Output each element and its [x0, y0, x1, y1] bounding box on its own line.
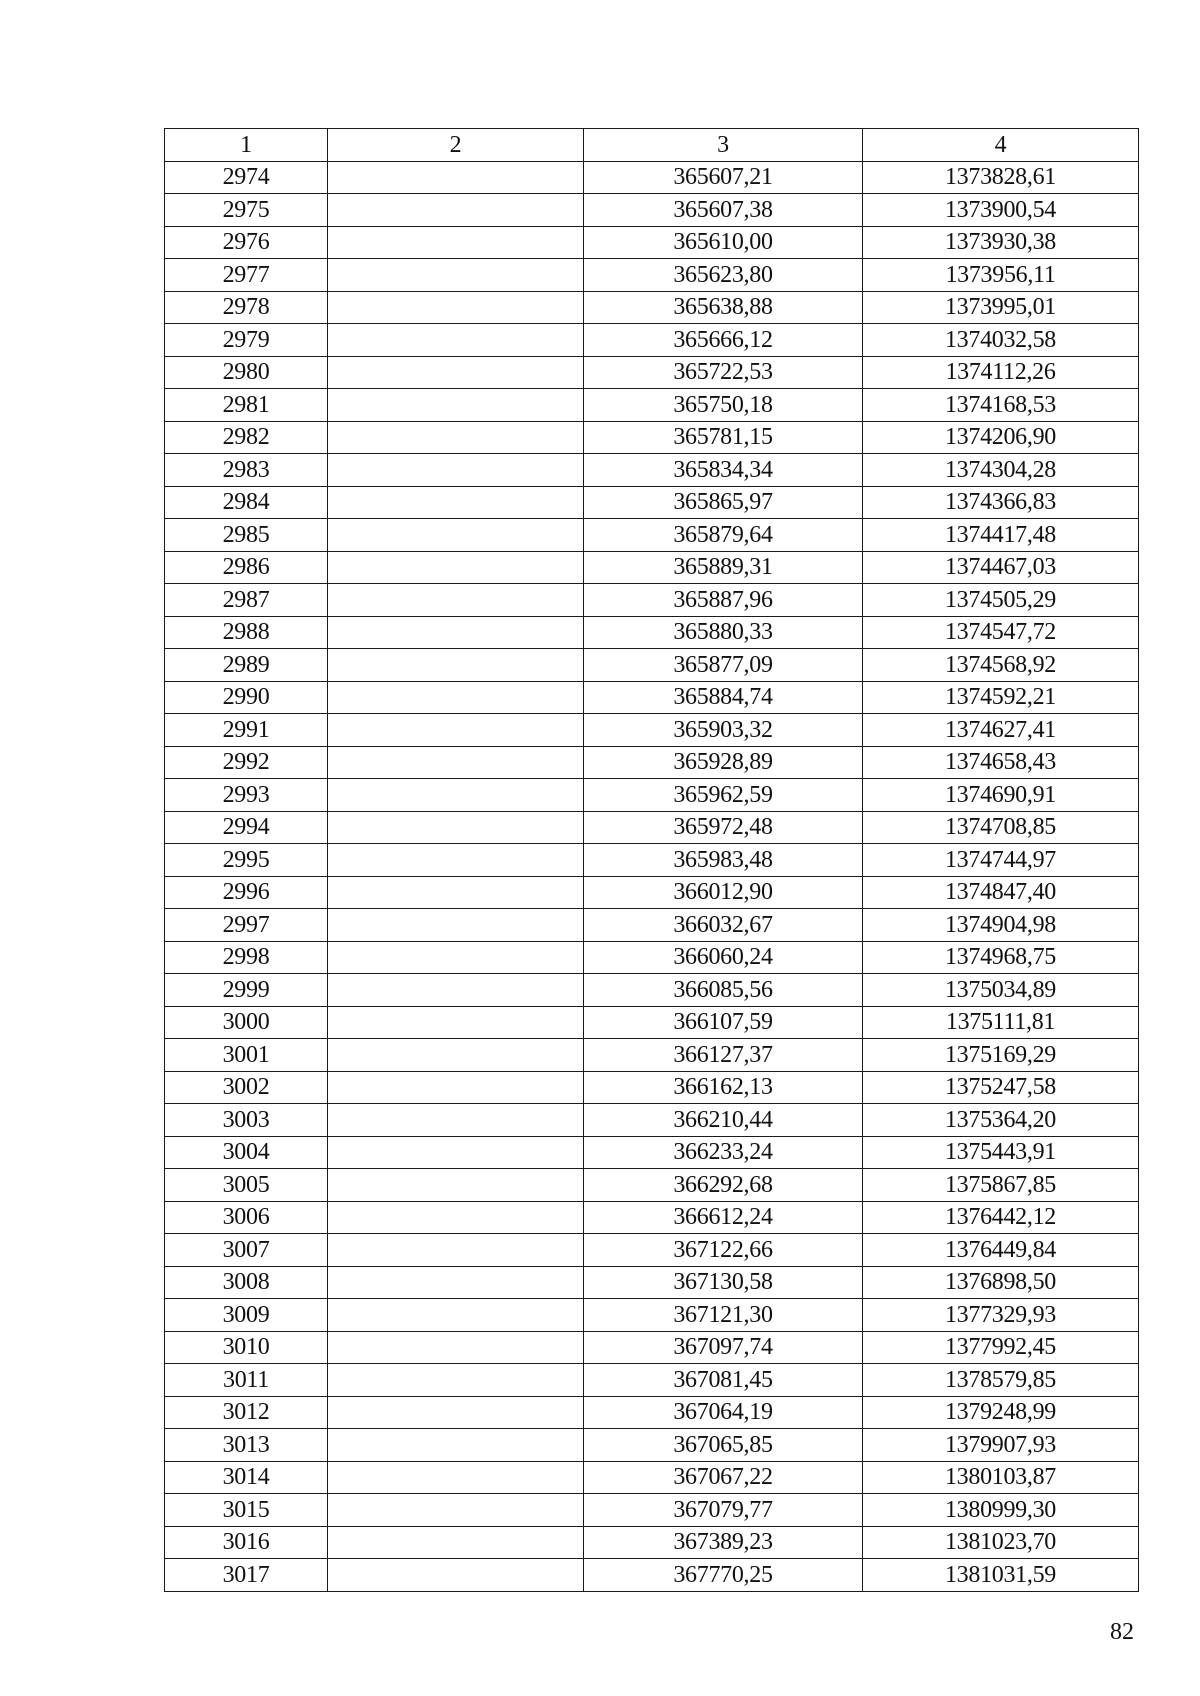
- point-number-cell: 2996: [165, 876, 328, 909]
- x-coordinate-cell: 365962,59: [584, 779, 863, 812]
- description-cell: [328, 1299, 584, 1332]
- header-cell-4: 4: [863, 129, 1139, 162]
- y-coordinate-cell: 1375034,89: [863, 974, 1139, 1007]
- x-coordinate-cell: 367065,85: [584, 1429, 863, 1462]
- y-coordinate-cell: 1375111,81: [863, 1006, 1139, 1039]
- y-coordinate-cell: 1374690,91: [863, 779, 1139, 812]
- y-coordinate-cell: 1374627,41: [863, 714, 1139, 747]
- point-number-cell: 3017: [165, 1559, 328, 1592]
- table-row: [165, 194, 1139, 227]
- point-number-cell: 2998: [165, 941, 328, 974]
- description-cell: [328, 1234, 584, 1267]
- point-number-cell: 3014: [165, 1461, 328, 1494]
- description-cell: [328, 681, 584, 714]
- header-cell-3: 3: [584, 129, 863, 162]
- x-coordinate-cell: 367121,30: [584, 1299, 863, 1332]
- y-coordinate-cell: 1374744,97: [863, 844, 1139, 877]
- y-coordinate-cell: 1374708,85: [863, 811, 1139, 844]
- y-coordinate-cell: 1375867,85: [863, 1169, 1139, 1202]
- table-row: [165, 1006, 1139, 1039]
- table-row: [165, 551, 1139, 584]
- table-row: [165, 1461, 1139, 1494]
- x-coordinate-cell: 365887,96: [584, 584, 863, 617]
- x-coordinate-cell: 367122,66: [584, 1234, 863, 1267]
- point-number-cell: 3011: [165, 1364, 328, 1397]
- table-row: [165, 1136, 1139, 1169]
- table-row: [165, 1364, 1139, 1397]
- table-row: [165, 1201, 1139, 1234]
- x-coordinate-cell: 366032,67: [584, 909, 863, 942]
- y-coordinate-cell: 1374206,90: [863, 421, 1139, 454]
- description-cell: [328, 1331, 584, 1364]
- x-coordinate-cell: 365928,89: [584, 746, 863, 779]
- description-cell: [328, 259, 584, 292]
- point-number-cell: 3008: [165, 1266, 328, 1299]
- point-number-cell: 2981: [165, 389, 328, 422]
- y-coordinate-cell: 1376449,84: [863, 1234, 1139, 1267]
- x-coordinate-cell: 366162,13: [584, 1071, 863, 1104]
- y-coordinate-cell: 1375169,29: [863, 1039, 1139, 1072]
- point-number-cell: 3000: [165, 1006, 328, 1039]
- y-coordinate-cell: 1380999,30: [863, 1494, 1139, 1527]
- description-cell: [328, 486, 584, 519]
- x-coordinate-cell: 365666,12: [584, 324, 863, 357]
- y-coordinate-cell: 1375247,58: [863, 1071, 1139, 1104]
- table-row: [165, 1396, 1139, 1429]
- description-cell: [328, 909, 584, 942]
- point-number-cell: 2999: [165, 974, 328, 1007]
- table-row: [165, 1526, 1139, 1559]
- table-row: [165, 259, 1139, 292]
- coordinates-table: [164, 128, 1139, 1592]
- point-number-cell: 3007: [165, 1234, 328, 1267]
- header-cell-2: 2: [328, 129, 584, 162]
- description-cell: [328, 1039, 584, 1072]
- description-cell: [328, 1169, 584, 1202]
- y-coordinate-cell: 1374547,72: [863, 616, 1139, 649]
- table-header-row: [165, 129, 1139, 162]
- x-coordinate-cell: 366085,56: [584, 974, 863, 1007]
- x-coordinate-cell: 365889,31: [584, 551, 863, 584]
- table-row: [165, 616, 1139, 649]
- description-cell: [328, 1461, 584, 1494]
- description-cell: [328, 1071, 584, 1104]
- description-cell: [328, 389, 584, 422]
- table-row: [165, 876, 1139, 909]
- x-coordinate-cell: 365638,88: [584, 291, 863, 324]
- y-coordinate-cell: 1374904,98: [863, 909, 1139, 942]
- table-row: [165, 1266, 1139, 1299]
- table-row: [165, 454, 1139, 487]
- y-coordinate-cell: 1373995,01: [863, 291, 1139, 324]
- description-cell: [328, 1559, 584, 1592]
- table-row: [165, 519, 1139, 552]
- point-number-cell: 2980: [165, 356, 328, 389]
- y-coordinate-cell: 1377329,93: [863, 1299, 1139, 1332]
- x-coordinate-cell: 365877,09: [584, 649, 863, 682]
- y-coordinate-cell: 1375443,91: [863, 1136, 1139, 1169]
- table-row: [165, 421, 1139, 454]
- page-number: 82: [1110, 1619, 1134, 1645]
- description-cell: [328, 1006, 584, 1039]
- table-row: [165, 1071, 1139, 1104]
- point-number-cell: 2977: [165, 259, 328, 292]
- table-row: [165, 746, 1139, 779]
- point-number-cell: 2994: [165, 811, 328, 844]
- x-coordinate-cell: 365607,38: [584, 194, 863, 227]
- description-cell: [328, 421, 584, 454]
- x-coordinate-cell: 367389,23: [584, 1526, 863, 1559]
- y-coordinate-cell: 1374168,53: [863, 389, 1139, 422]
- x-coordinate-cell: 365903,32: [584, 714, 863, 747]
- y-coordinate-cell: 1374968,75: [863, 941, 1139, 974]
- point-number-cell: 2993: [165, 779, 328, 812]
- description-cell: [328, 324, 584, 357]
- table-row: [165, 1104, 1139, 1137]
- point-number-cell: 3015: [165, 1494, 328, 1527]
- y-coordinate-cell: 1374417,48: [863, 519, 1139, 552]
- point-number-cell: 3006: [165, 1201, 328, 1234]
- description-cell: [328, 194, 584, 227]
- point-number-cell: 3005: [165, 1169, 328, 1202]
- y-coordinate-cell: 1376442,12: [863, 1201, 1139, 1234]
- point-number-cell: 2984: [165, 486, 328, 519]
- point-number-cell: 3003: [165, 1104, 328, 1137]
- x-coordinate-cell: 366060,24: [584, 941, 863, 974]
- y-coordinate-cell: 1373900,54: [863, 194, 1139, 227]
- table-row: [165, 909, 1139, 942]
- description-cell: [328, 1429, 584, 1462]
- y-coordinate-cell: 1374112,26: [863, 356, 1139, 389]
- y-coordinate-cell: 1374847,40: [863, 876, 1139, 909]
- y-coordinate-cell: 1380103,87: [863, 1461, 1139, 1494]
- x-coordinate-cell: 366012,90: [584, 876, 863, 909]
- description-cell: [328, 1526, 584, 1559]
- x-coordinate-cell: 365722,53: [584, 356, 863, 389]
- x-coordinate-cell: 367097,74: [584, 1331, 863, 1364]
- point-number-cell: 3010: [165, 1331, 328, 1364]
- point-number-cell: 2990: [165, 681, 328, 714]
- description-cell: [328, 876, 584, 909]
- description-cell: [328, 649, 584, 682]
- point-number-cell: 2992: [165, 746, 328, 779]
- description-cell: [328, 519, 584, 552]
- point-number-cell: 3009: [165, 1299, 328, 1332]
- x-coordinate-cell: 365983,48: [584, 844, 863, 877]
- table-row: [165, 1494, 1139, 1527]
- description-cell: [328, 226, 584, 259]
- table-row: [165, 1039, 1139, 1072]
- table-row: [165, 779, 1139, 812]
- description-cell: [328, 291, 584, 324]
- x-coordinate-cell: 367079,77: [584, 1494, 863, 1527]
- y-coordinate-cell: 1374505,29: [863, 584, 1139, 617]
- point-number-cell: 2975: [165, 194, 328, 227]
- y-coordinate-cell: 1378579,85: [863, 1364, 1139, 1397]
- table-row: [165, 844, 1139, 877]
- x-coordinate-cell: 366127,37: [584, 1039, 863, 1072]
- table-row: [165, 324, 1139, 357]
- description-cell: [328, 584, 584, 617]
- x-coordinate-cell: 367067,22: [584, 1461, 863, 1494]
- table-row: [165, 681, 1139, 714]
- table-row: [165, 1331, 1139, 1364]
- description-cell: [328, 714, 584, 747]
- table-row: [165, 1299, 1139, 1332]
- point-number-cell: 2986: [165, 551, 328, 584]
- description-cell: [328, 551, 584, 584]
- point-number-cell: 3002: [165, 1071, 328, 1104]
- description-cell: [328, 1494, 584, 1527]
- x-coordinate-cell: 366107,59: [584, 1006, 863, 1039]
- description-cell: [328, 1396, 584, 1429]
- y-coordinate-cell: 1373828,61: [863, 161, 1139, 194]
- table-row: [165, 974, 1139, 1007]
- description-cell: [328, 974, 584, 1007]
- point-number-cell: 2987: [165, 584, 328, 617]
- y-coordinate-cell: 1374592,21: [863, 681, 1139, 714]
- x-coordinate-cell: 366612,24: [584, 1201, 863, 1234]
- x-coordinate-cell: 365750,18: [584, 389, 863, 422]
- description-cell: [328, 1136, 584, 1169]
- y-coordinate-cell: 1379248,99: [863, 1396, 1139, 1429]
- description-cell: [328, 161, 584, 194]
- point-number-cell: 2991: [165, 714, 328, 747]
- description-cell: [328, 1266, 584, 1299]
- table-row: [165, 941, 1139, 974]
- description-cell: [328, 779, 584, 812]
- x-coordinate-cell: 367130,58: [584, 1266, 863, 1299]
- description-cell: [328, 616, 584, 649]
- y-coordinate-cell: 1381031,59: [863, 1559, 1139, 1592]
- table-row: [165, 161, 1139, 194]
- point-number-cell: 2988: [165, 616, 328, 649]
- coordinates-table-body: [165, 129, 1139, 1592]
- description-cell: [328, 811, 584, 844]
- point-number-cell: 2974: [165, 161, 328, 194]
- description-cell: [328, 1364, 584, 1397]
- point-number-cell: 2978: [165, 291, 328, 324]
- point-number-cell: 2995: [165, 844, 328, 877]
- table-row: [165, 1429, 1139, 1462]
- x-coordinate-cell: 365610,00: [584, 226, 863, 259]
- point-number-cell: 3016: [165, 1526, 328, 1559]
- x-coordinate-cell: 366292,68: [584, 1169, 863, 1202]
- point-number-cell: 2976: [165, 226, 328, 259]
- y-coordinate-cell: 1379907,93: [863, 1429, 1139, 1462]
- x-coordinate-cell: 367064,19: [584, 1396, 863, 1429]
- x-coordinate-cell: 367770,25: [584, 1559, 863, 1592]
- point-number-cell: 3004: [165, 1136, 328, 1169]
- x-coordinate-cell: 365623,80: [584, 259, 863, 292]
- x-coordinate-cell: 365880,33: [584, 616, 863, 649]
- table-row: [165, 389, 1139, 422]
- description-cell: [328, 1201, 584, 1234]
- x-coordinate-cell: 365879,64: [584, 519, 863, 552]
- header-cell-1: 1: [165, 129, 328, 162]
- y-coordinate-cell: 1381023,70: [863, 1526, 1139, 1559]
- y-coordinate-cell: 1374568,92: [863, 649, 1139, 682]
- y-coordinate-cell: 1373956,11: [863, 259, 1139, 292]
- y-coordinate-cell: 1377992,45: [863, 1331, 1139, 1364]
- y-coordinate-cell: 1376898,50: [863, 1266, 1139, 1299]
- point-number-cell: 2989: [165, 649, 328, 682]
- x-coordinate-cell: 365972,48: [584, 811, 863, 844]
- description-cell: [328, 1104, 584, 1137]
- table-row: [165, 291, 1139, 324]
- table-row: [165, 486, 1139, 519]
- table-row: [165, 649, 1139, 682]
- point-number-cell: 3013: [165, 1429, 328, 1462]
- point-number-cell: 3001: [165, 1039, 328, 1072]
- description-cell: [328, 356, 584, 389]
- table-row: [165, 1559, 1139, 1592]
- x-coordinate-cell: 366233,24: [584, 1136, 863, 1169]
- x-coordinate-cell: 365834,34: [584, 454, 863, 487]
- point-number-cell: 2983: [165, 454, 328, 487]
- x-coordinate-cell: 365607,21: [584, 161, 863, 194]
- point-number-cell: 3012: [165, 1396, 328, 1429]
- table-row: [165, 1169, 1139, 1202]
- table-row: [165, 356, 1139, 389]
- description-cell: [328, 746, 584, 779]
- y-coordinate-cell: 1373930,38: [863, 226, 1139, 259]
- x-coordinate-cell: 365884,74: [584, 681, 863, 714]
- point-number-cell: 2982: [165, 421, 328, 454]
- table-row: [165, 1234, 1139, 1267]
- x-coordinate-cell: 365865,97: [584, 486, 863, 519]
- x-coordinate-cell: 365781,15: [584, 421, 863, 454]
- y-coordinate-cell: 1374467,03: [863, 551, 1139, 584]
- y-coordinate-cell: 1375364,20: [863, 1104, 1139, 1137]
- table-row: [165, 811, 1139, 844]
- table-row: [165, 584, 1139, 617]
- y-coordinate-cell: 1374366,83: [863, 486, 1139, 519]
- y-coordinate-cell: 1374658,43: [863, 746, 1139, 779]
- y-coordinate-cell: 1374304,28: [863, 454, 1139, 487]
- description-cell: [328, 941, 584, 974]
- x-coordinate-cell: 366210,44: [584, 1104, 863, 1137]
- point-number-cell: 2985: [165, 519, 328, 552]
- table-row: [165, 226, 1139, 259]
- table-row: [165, 714, 1139, 747]
- x-coordinate-cell: 367081,45: [584, 1364, 863, 1397]
- description-cell: [328, 844, 584, 877]
- point-number-cell: 2979: [165, 324, 328, 357]
- description-cell: [328, 454, 584, 487]
- point-number-cell: 2997: [165, 909, 328, 942]
- y-coordinate-cell: 1374032,58: [863, 324, 1139, 357]
